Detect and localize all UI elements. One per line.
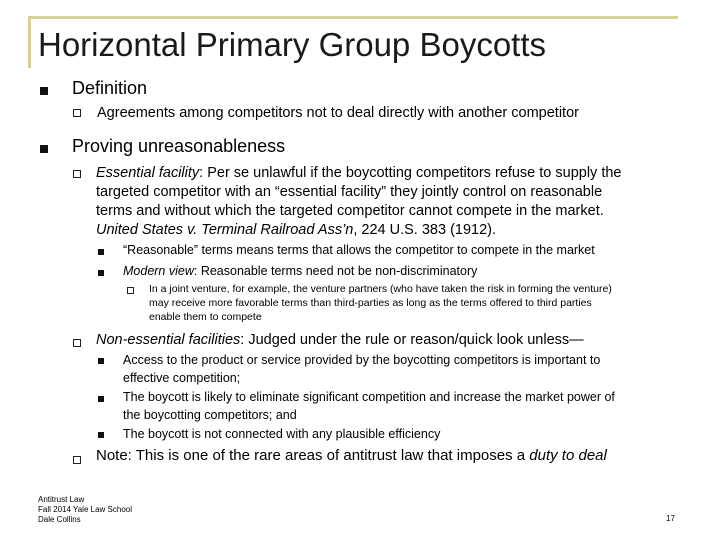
essential-facility-line2: targeted competitor with an “essential facility” they jointly control on reasonable xyxy=(96,184,603,200)
eliminate-item-line2: the boycotting competitors; and xyxy=(123,408,297,422)
non-essential-heading xyxy=(96,330,584,350)
slide-frame-top xyxy=(28,16,678,19)
note-emphasis: duty to deal xyxy=(529,447,607,464)
essential-facility-term: Essential facility xyxy=(96,165,200,181)
bullet-hollow-square-icon xyxy=(73,339,81,347)
slide-frame-left xyxy=(28,16,31,68)
footer xyxy=(38,495,132,525)
reasonable-terms-item: “Reasonable” terms means terms that allows the competitor to compete in the market xyxy=(123,243,595,257)
footer-course: Antitrust Law xyxy=(38,495,85,504)
modern-view-text: : Reasonable terms need not be non-discriminatory xyxy=(193,264,478,278)
eliminate-item-line1: The boycott is likely to eliminate significant competition and increase the market power of xyxy=(123,390,615,404)
bullet-hollow-square-icon xyxy=(73,109,81,117)
joint-venture-line3: enable them to compete xyxy=(149,311,262,323)
efficiency-item: The boycott is not connected with any plausible efficiency xyxy=(123,427,441,441)
essential-facility-line3: terms and without which the targeted competitor cannot compete in the market. xyxy=(96,203,604,219)
non-essential-term: Non-essential facilities xyxy=(96,332,241,348)
bullet-square-icon xyxy=(98,270,104,276)
bullet-hollow-square-icon xyxy=(73,170,81,178)
joint-venture-line2: may receive more favorable terms than third-parties as long as the terms offered to third parties xyxy=(149,297,592,309)
bullet-square-icon xyxy=(98,249,104,255)
access-item-line2: effective competition; xyxy=(123,371,241,385)
bullet-square-icon xyxy=(40,87,48,95)
bullet-square-icon xyxy=(98,396,104,402)
non-essential-text: : Judged under the rule or reason/quick look unless— xyxy=(240,332,584,348)
essential-facility-text1: : Per se unlawful if the boycotting competitors refuse to supply the xyxy=(199,165,622,181)
joint-venture-line1: In a joint venture, for example, the venture partners (who have taken the risk in forming the venture) xyxy=(149,283,612,295)
footer-term: Fall 2014 Yale Law School xyxy=(38,505,132,514)
bullet-square-icon xyxy=(98,432,104,438)
definition-item: Agreements among competitors not to deal directly with another competitor xyxy=(97,105,579,121)
bullet-square-icon xyxy=(40,145,48,153)
case-name: United States v. Terminal Railroad Ass’n xyxy=(96,222,354,238)
access-item-line1: Access to the product or service provided by the boycotting competitors is important to xyxy=(123,353,601,367)
bullet-square-icon xyxy=(98,358,104,364)
essential-facility-citation xyxy=(96,220,496,240)
case-cite: , 224 U.S. 383 (1912). xyxy=(353,222,497,238)
bullet-hollow-square-icon xyxy=(73,456,81,464)
note-text: Note: This is one of the rare areas of antitrust law that imposes a xyxy=(96,447,530,464)
page-number: 17 xyxy=(666,514,675,523)
modern-view-term: Modern view xyxy=(123,264,194,278)
footer-author: Dale Collins xyxy=(38,515,81,524)
note-item xyxy=(96,446,607,466)
proving-heading: Proving unreasonableness xyxy=(72,136,286,156)
modern-view-item xyxy=(123,262,477,280)
bullet-hollow-square-icon xyxy=(127,287,134,294)
definition-heading: Definition xyxy=(72,78,148,98)
essential-facility-line1 xyxy=(96,163,622,183)
slide-title: Horizontal Primary Group Boycotts xyxy=(38,26,547,63)
